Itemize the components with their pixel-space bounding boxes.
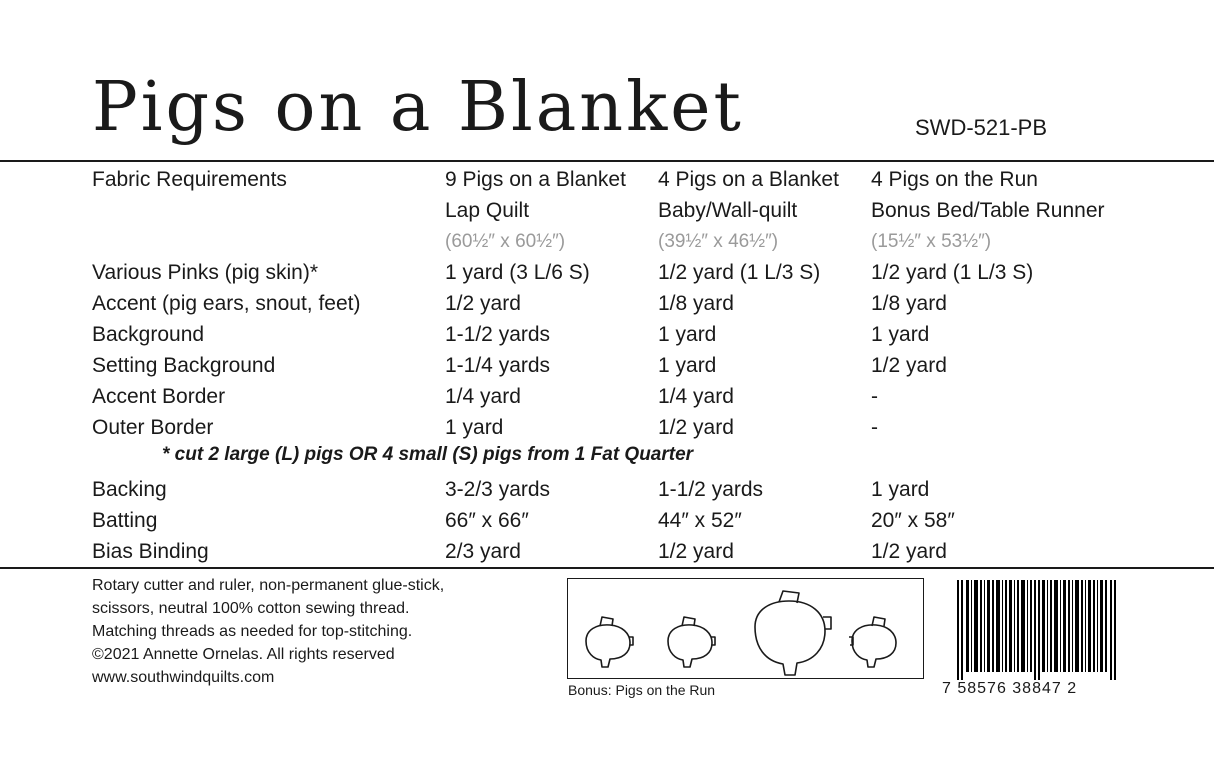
barcode-number: 7 58576 38847 2 [942, 680, 1078, 697]
row-value: 2/3 yard [445, 540, 521, 563]
row-value: 1 yard [658, 323, 717, 346]
row-value: 66″ x 66″ [445, 509, 529, 532]
row-label: Backing [92, 478, 167, 501]
row-value: 1/2 yard [445, 292, 521, 315]
row-label: Various Pinks (pig skin)* [92, 261, 319, 284]
barcode-icon [957, 580, 1117, 680]
row-value: 44″ x 52″ [658, 509, 742, 532]
row-value: 20″ x 58″ [871, 509, 955, 532]
runner-caption: Bonus: Pigs on the Run [568, 682, 716, 698]
table-label-header: Fabric Requirements [92, 168, 287, 191]
row-value: 1/2 yard (1 L/3 S) [658, 261, 821, 284]
row-value: 1/8 yard [871, 292, 947, 315]
column-type: Bonus Bed/Table Runner [871, 199, 1105, 222]
runner-illustration [567, 578, 924, 679]
row-label: Background [92, 323, 205, 346]
row-label: Accent (pig ears, snout, feet) [92, 292, 361, 315]
row-value: 1 yard [871, 478, 930, 501]
supplies-notes [92, 574, 444, 689]
row-value: - [871, 416, 878, 439]
row-value: 1-1/2 yards [658, 478, 764, 501]
notes-line: scissors, neutral 100% cotton sewing thread. [92, 600, 410, 617]
copyright: ©2021 Annette Ornelas. All rights reserved [92, 646, 395, 663]
row-value: 1/4 yard [445, 385, 521, 408]
row-value: 1 yard [445, 416, 504, 439]
row-label: Batting [92, 509, 158, 532]
top-divider [0, 160, 1214, 162]
notes-line: Matching threads as needed for top-stitching. [92, 623, 413, 640]
page-title: Pigs on a Blanket [92, 68, 744, 147]
notes-line: Rotary cutter and ruler, non-permanent glue-stick, [92, 577, 445, 594]
row-value: 1/2 yard [658, 416, 734, 439]
pigs-illustration [568, 579, 923, 678]
pattern-code: SWD-521-PB [915, 115, 1048, 140]
column-size: (60½″ x 60½″) [445, 231, 566, 252]
column-name: 4 Pigs on a Blanket [658, 168, 839, 191]
row-label: Accent Border [92, 385, 226, 408]
row-label: Bias Binding [92, 540, 209, 563]
row-value: 1/2 yard [871, 540, 947, 563]
column-type: Baby/Wall-quilt [658, 199, 798, 222]
footnote: * cut 2 large (L) pigs OR 4 small (S) pigs from 1 Fat Quarter [162, 444, 694, 465]
column-size: (39½″ x 46½″) [658, 231, 779, 252]
row-value: 1 yard (3 L/6 S) [445, 261, 590, 284]
column-name: 9 Pigs on a Blanket [445, 168, 626, 191]
row-value: 1/8 yard [658, 292, 734, 315]
row-value: 1 yard [658, 354, 717, 377]
row-value: 1-1/2 yards [445, 323, 551, 346]
column-size: (15½″ x 53½″) [871, 231, 992, 252]
bottom-divider [0, 567, 1214, 569]
row-label: Setting Background [92, 354, 276, 377]
row-value: 1/2 yard [658, 540, 734, 563]
column-type: Lap Quilt [445, 199, 530, 222]
website-link: www.southwindquilts.com [92, 669, 275, 686]
row-value: 1/2 yard (1 L/3 S) [871, 261, 1034, 284]
row-value: 1 yard [871, 323, 930, 346]
row-value: - [871, 385, 878, 408]
row-value: 1/4 yard [658, 385, 734, 408]
column-name: 4 Pigs on the Run [871, 168, 1038, 191]
row-value: 1-1/4 yards [445, 354, 551, 377]
row-label: Outer Border [92, 416, 214, 439]
row-value: 3-2/3 yards [445, 478, 551, 501]
row-value: 1/2 yard [871, 354, 947, 377]
